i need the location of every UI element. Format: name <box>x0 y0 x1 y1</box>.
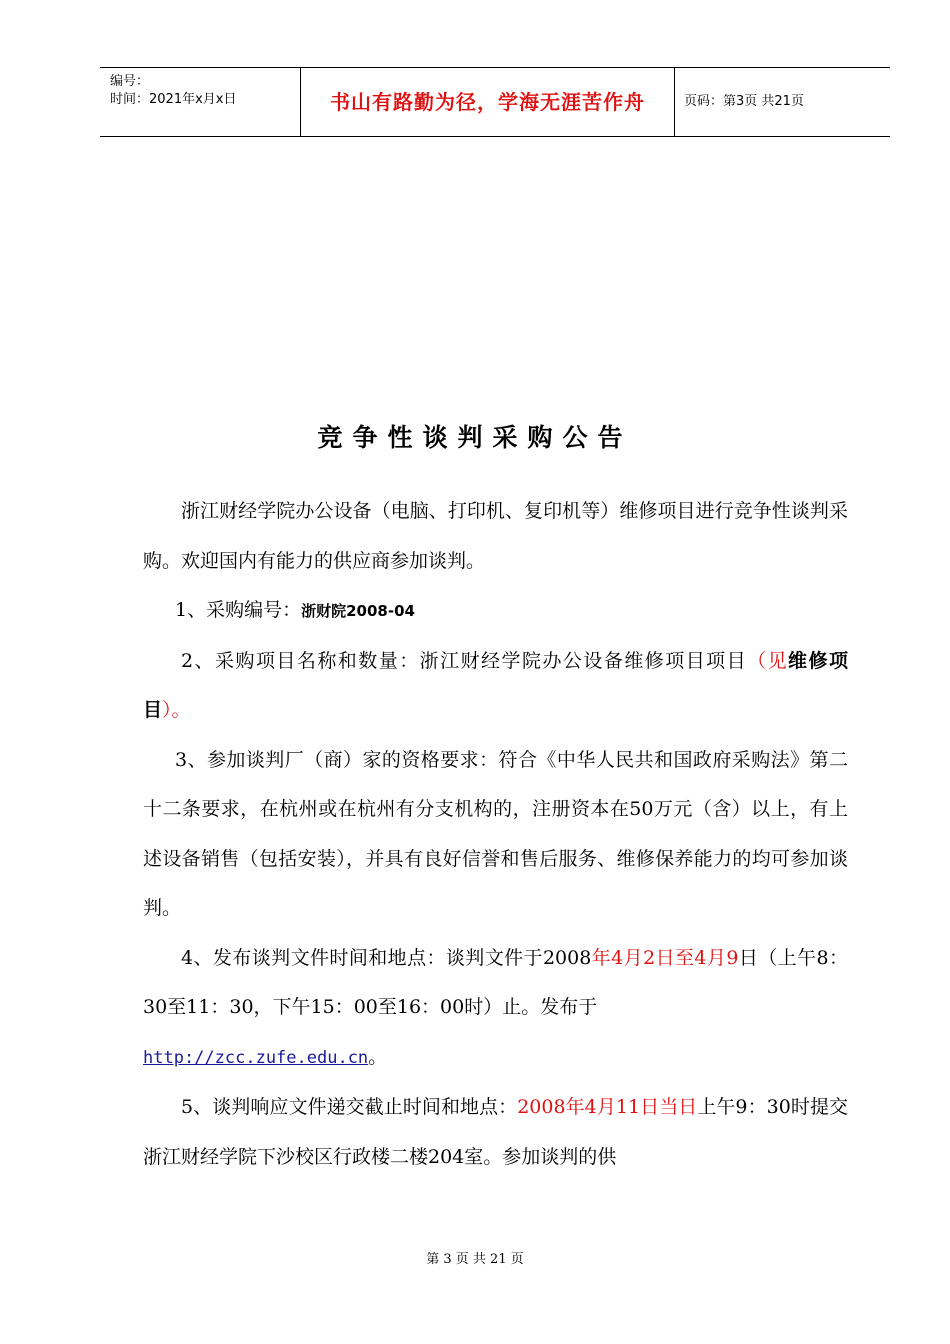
number-label: 编号： <box>110 74 150 89</box>
item-3-qualifications: 3、参加谈判厂（商）家的资格要求：符合《中华人民共和国政府采购法》第二十二条要求，在杭州或在杭州有分支机构的，注册资本在50万元（含）以上，有上述设备销售（包括安装），并具有良好信誉和售后服务、维修保养能力的均可参加谈判。 <box>143 748 848 919</box>
item-4-text: 4、发布谈判文件时间和地点：谈判文件于2008 <box>181 946 592 969</box>
document-body <box>143 487 848 1182</box>
release-url-link[interactable]: http://zcc.zufe.edu.cn <box>143 1047 369 1068</box>
item-5-text: 5、谈判响应文件递交截止时间和地点： <box>181 1096 518 1118</box>
item-4-end: 。 <box>368 1045 388 1068</box>
procurement-code: 浙财院2008-04 <box>301 602 415 620</box>
item-5-date-red: 2008年4月11日当日 <box>517 1096 698 1118</box>
item-2-project-name <box>143 637 848 736</box>
item-4-date-red: 年4月2日至4月9 <box>591 946 739 969</box>
intro-paragraph: 浙江财经学院办公设备（电脑、打印机、复印机等）维修项目进行竞争性谈判采购。欢迎国内有能力的供应商参加谈判。 <box>143 500 848 572</box>
header-motto-cell <box>301 68 675 136</box>
item-5-rest: 上午9：30时提交浙江财经学院下沙校区行政楼二楼204室。参加谈判的供 <box>143 1096 849 1168</box>
page-info: 页码：第3页 共21页 <box>684 94 804 109</box>
item-2-text: 2、采购项目名称和数量：浙江财经学院办公设备维修项目项目 <box>181 649 748 672</box>
page-header <box>100 67 890 137</box>
item-5-submission-deadline <box>143 1083 848 1182</box>
time-label: 时间：2021年x月x日 <box>110 92 237 107</box>
page-footer: 第 3 页 共 21 页 <box>426 1252 524 1267</box>
motto: 书山有路勤为径，学海无涯苦作舟 <box>330 90 645 114</box>
item-1-procurement-number <box>143 586 848 637</box>
item-2-red-open: （见 <box>747 649 789 672</box>
document-title: 竞争性谈判采购公告 <box>317 423 633 452</box>
item-4-document-release <box>143 934 848 1084</box>
item-4-rest: 日（上午8：30至11：30，下午15：00至16：00时）止。发布于 <box>143 946 848 1018</box>
item-2-bold: 维修项目 <box>143 649 848 721</box>
item-1-label: 1、采购编号： <box>175 599 302 621</box>
item-2-red-close: ）。 <box>162 699 191 721</box>
header-meta <box>100 68 301 136</box>
